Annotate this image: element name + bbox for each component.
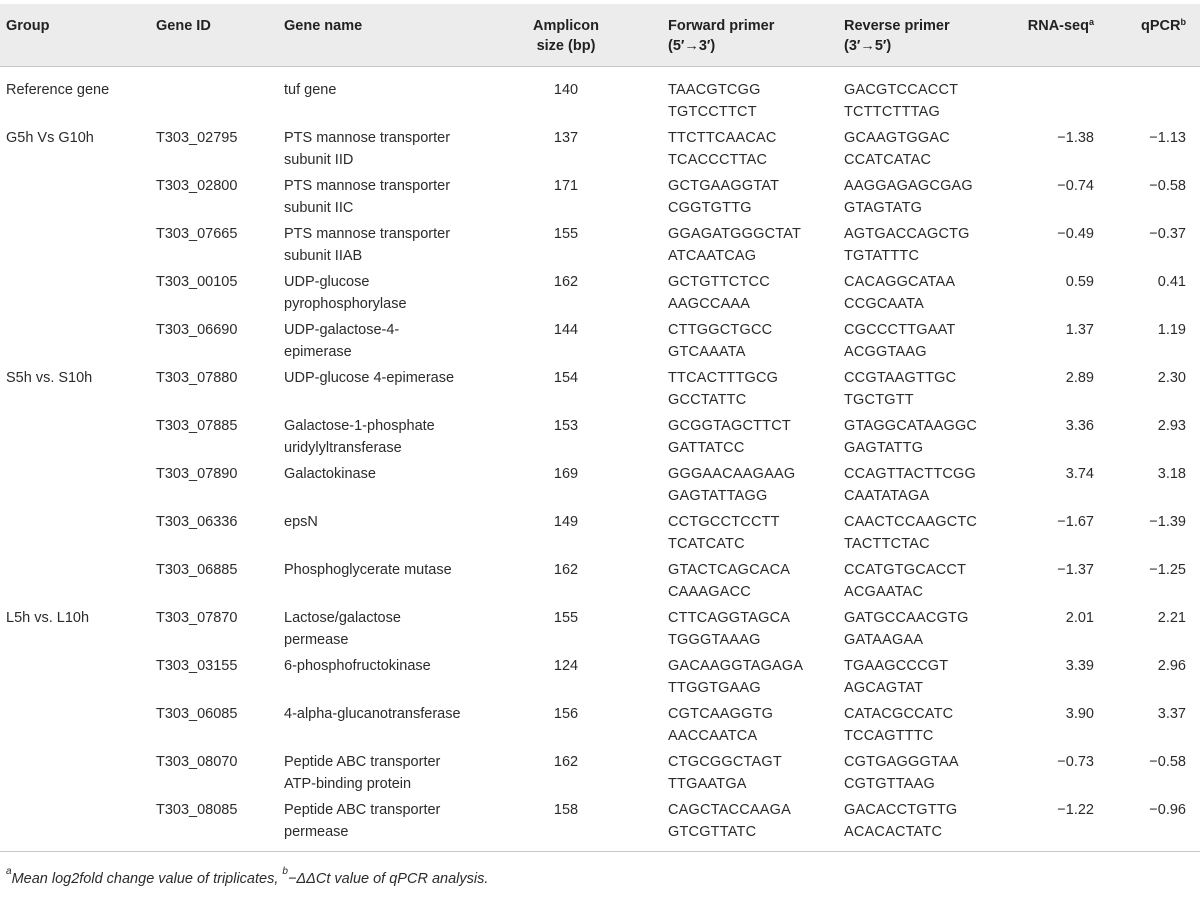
cell-group: S5h vs. S10h xyxy=(6,369,93,386)
cell-forward-primer: TAACGTCGG TGTCCTTCT xyxy=(668,82,761,120)
cell-qpcr: 2.21 xyxy=(1157,609,1186,626)
cell-reverse-primer: CCAGTTACTTCGG CAATATAGA xyxy=(844,465,977,504)
cell-reverse-primer: GCAAGTGGAC CCATCATAC xyxy=(844,129,950,168)
cell-amplicon-size: 162 xyxy=(553,753,579,770)
header-row xyxy=(0,4,1200,67)
col-header-forward-primer: Forward primer (5′→3′) xyxy=(668,18,775,54)
cell-amplicon-size: 149 xyxy=(553,513,579,530)
cell-gene-name: PTS mannose transporter subunit IIC xyxy=(284,177,451,216)
cell-rnaseq: 3.39 xyxy=(1065,657,1094,674)
cell-qpcr: −0.58 xyxy=(1149,753,1186,770)
cell-forward-primer: GCTGAAGGTAT CGGTGTTG xyxy=(668,177,780,216)
cell-gene-id xyxy=(150,67,278,124)
cell-reverse-primer: AAGGAGAGCGAG GTAGTATG xyxy=(844,177,973,216)
cell-gene-name: PTS mannose transporter subunit IID xyxy=(284,129,451,168)
cell-gene-id: T303_06336 xyxy=(156,513,238,530)
cell-amplicon-size: 137 xyxy=(553,129,579,146)
cell-gene-id: T303_06885 xyxy=(156,561,238,578)
cell-rnaseq: 1.37 xyxy=(1065,321,1094,338)
cell-forward-primer: TTCACTTTGCG GCCTATTC xyxy=(668,369,779,408)
col-header-group: Group xyxy=(6,18,50,34)
cell-gene-name: 6-phosphofructokinase xyxy=(284,657,431,674)
cell-gene-id: T303_07665 xyxy=(156,225,238,242)
cell-forward-primer: GCGGTAGCTTCT GATTATCC xyxy=(668,417,791,456)
cell-qpcr: 2.30 xyxy=(1157,369,1186,386)
cell-forward-primer: CAGCTACCAAGA GTCGTTATC xyxy=(668,801,791,840)
cell-amplicon-size: 171 xyxy=(553,177,579,194)
cell-forward-primer: GACAAGGTAGAGA TTGGTGAAG xyxy=(668,657,804,696)
cell-gene-id: T303_02795 xyxy=(156,129,238,146)
cell-rnaseq: 3.90 xyxy=(1065,705,1094,722)
cell-rnaseq: 2.01 xyxy=(1065,609,1094,626)
table-row xyxy=(0,556,1200,604)
table-body xyxy=(0,67,1200,852)
cell-forward-primer: CTGCGGCTAGT TTGAATGA xyxy=(668,753,782,792)
cell-rnaseq: 3.74 xyxy=(1065,465,1094,482)
cell-group: G5h Vs G10h xyxy=(6,129,94,146)
table-row xyxy=(0,364,1200,412)
cell-qpcr: 3.18 xyxy=(1157,465,1186,482)
cell-group: L5h vs. L10h xyxy=(6,609,90,626)
cell-gene-name: 4-alpha-glucanotransferase xyxy=(284,705,461,722)
col-header-gene-name: Gene name xyxy=(284,18,363,34)
cell-reverse-primer: GACGTCCACCT TCTTCTTTAG xyxy=(844,82,959,120)
cell-qpcr: 0.41 xyxy=(1157,273,1186,290)
primer-table xyxy=(0,4,1200,852)
cell-forward-primer: GGGAACAAGAAG GAGTATTAGG xyxy=(668,465,796,504)
cell-group xyxy=(0,316,150,364)
cell-rnaseq: −1.38 xyxy=(1057,129,1094,146)
table-row xyxy=(0,124,1200,172)
table-row xyxy=(0,796,1200,852)
cell-amplicon-size: 153 xyxy=(553,417,579,434)
cell-group xyxy=(0,748,150,796)
cell-rnaseq: −1.37 xyxy=(1057,561,1094,578)
cell-amplicon-size: 162 xyxy=(553,273,579,290)
cell-reverse-primer: TGAAGCCCGT AGCAGTAT xyxy=(844,657,949,696)
cell-gene-name: Lactose/galactose permease xyxy=(284,609,401,648)
col-header-reverse-primer: Reverse primer (3′→5′) xyxy=(844,18,950,54)
table-row xyxy=(0,268,1200,316)
cell-qpcr: −1.39 xyxy=(1149,513,1186,530)
cell-qpcr xyxy=(1108,67,1200,124)
cell-amplicon-size: 162 xyxy=(553,561,579,578)
cell-amplicon-size: 124 xyxy=(553,657,579,674)
cell-reverse-primer: CCGTAAGTTGC TGCTGTT xyxy=(844,369,957,408)
cell-forward-primer: CCTGCCTCCTT TCATCATC xyxy=(668,513,780,552)
cell-qpcr: 3.37 xyxy=(1157,705,1186,722)
cell-gene-name: tuf gene xyxy=(284,82,337,98)
primer-table-container xyxy=(0,4,1200,852)
table-header xyxy=(0,4,1200,67)
cell-reverse-primer: CCATGTGCACCT ACGAATAC xyxy=(844,561,967,600)
cell-reverse-primer: GATGCCAACGTG GATAAGAA xyxy=(844,609,969,648)
cell-rnaseq: −0.49 xyxy=(1057,225,1094,242)
cell-gene-id: T303_07880 xyxy=(156,369,238,386)
cell-reverse-primer: GTAGGCATAAGGC GAGTATTG xyxy=(844,417,978,456)
cell-reverse-primer: CACAGGCATAA CCGCAATA xyxy=(844,273,956,312)
col-header-qpcr: qPCR$^b$ xyxy=(1141,17,1186,34)
cell-qpcr: −0.96 xyxy=(1149,801,1186,818)
cell-qpcr: 2.96 xyxy=(1157,657,1186,674)
cell-forward-primer: GGAGATGGGCTAT ATCAATCAG xyxy=(668,225,802,264)
cell-rnaseq: 0.59 xyxy=(1065,273,1094,290)
cell-gene-name: Phosphoglycerate mutase xyxy=(284,561,452,578)
cell-amplicon-size: 156 xyxy=(553,705,579,722)
col-header-rnaseq: RNA-seq$^a$ xyxy=(1027,17,1094,34)
cell-forward-primer: GCTGTTCTCC AAGCCAAA xyxy=(668,273,770,312)
cell-gene-id: T303_07890 xyxy=(156,465,238,482)
cell-qpcr: −0.37 xyxy=(1149,225,1186,242)
cell-group xyxy=(0,268,150,316)
cell-amplicon-size: 144 xyxy=(553,321,579,338)
table-row xyxy=(0,316,1200,364)
cell-gene-name: UDP-galactose-4- epimerase xyxy=(284,321,400,360)
cell-group xyxy=(0,172,150,220)
cell-rnaseq: 2.89 xyxy=(1065,369,1094,386)
cell-gene-id: T303_02800 xyxy=(156,177,238,194)
cell-qpcr: 1.19 xyxy=(1157,321,1186,338)
table-row xyxy=(0,460,1200,508)
cell-group xyxy=(0,220,150,268)
cell-rnaseq: −0.74 xyxy=(1057,177,1094,194)
cell-gene-id: T303_07870 xyxy=(156,609,238,626)
cell-gene-name: Galactose-1-phosphate uridylyltransferase xyxy=(284,417,435,456)
cell-gene-id: T303_03155 xyxy=(156,657,238,674)
cell-rnaseq: −1.67 xyxy=(1057,513,1094,530)
cell-gene-id: T303_08070 xyxy=(156,753,238,770)
cell-forward-primer: CGTCAAGGTG AACCAATCA xyxy=(668,705,774,744)
cell-gene-name: Galactokinase xyxy=(284,465,376,482)
cell-gene-name: PTS mannose transporter subunit IIAB xyxy=(284,225,451,264)
cell-reverse-primer: CGTGAGGGTAA CGTGTTAAG xyxy=(844,753,959,792)
cell-forward-primer: CTTGGCTGCC GTCAAATA xyxy=(668,321,773,360)
cell-rnaseq xyxy=(1006,67,1108,124)
cell-group xyxy=(0,652,150,700)
cell-reverse-primer: CAACTCCAAGCTC TACTTCTAC xyxy=(844,513,978,552)
table-row xyxy=(0,412,1200,460)
table-row xyxy=(0,67,1200,124)
cell-rnaseq: 3.36 xyxy=(1065,417,1094,434)
cell-gene-name: Peptide ABC transporter permease xyxy=(284,801,441,840)
table-footnote: $^a$Mean log2fold change value of triplicates, $^b$−ΔΔCt value of qPCR analysis. xyxy=(6,866,489,887)
cell-gene-name: UDP-glucose pyrophosphorylase xyxy=(284,273,407,312)
cell-rnaseq: −1.22 xyxy=(1057,801,1094,818)
cell-group xyxy=(0,556,150,604)
cell-gene-id: T303_00105 xyxy=(156,273,238,290)
table-row xyxy=(0,604,1200,652)
cell-group xyxy=(0,700,150,748)
cell-group xyxy=(0,460,150,508)
cell-qpcr: −1.13 xyxy=(1149,129,1186,146)
cell-rnaseq: −0.73 xyxy=(1057,753,1094,770)
table-row xyxy=(0,508,1200,556)
cell-reverse-primer: AGTGACCAGCTG TGTATTTC xyxy=(844,225,970,264)
cell-reverse-primer: CATACGCCATC TCCAGTTTC xyxy=(844,705,954,744)
table-row xyxy=(0,220,1200,268)
cell-amplicon-size: 140 xyxy=(553,82,579,98)
cell-qpcr: 2.93 xyxy=(1157,417,1186,434)
table-row xyxy=(0,748,1200,796)
cell-group xyxy=(0,412,150,460)
cell-qpcr: −1.25 xyxy=(1149,561,1186,578)
cell-forward-primer: GTACTCAGCACA CAAAGACC xyxy=(668,561,791,600)
table-row xyxy=(0,700,1200,748)
cell-group xyxy=(0,796,150,852)
cell-forward-primer: CTTCAGGTAGCA TGGGTAAAG xyxy=(668,609,791,648)
cell-reverse-primer: CGCCCTTGAAT ACGGTAAG xyxy=(844,321,956,360)
cell-group xyxy=(0,508,150,556)
cell-amplicon-size: 154 xyxy=(553,369,579,386)
table-row xyxy=(0,652,1200,700)
cell-gene-id: T303_06690 xyxy=(156,321,238,338)
cell-amplicon-size: 169 xyxy=(553,465,579,482)
table-row xyxy=(0,172,1200,220)
cell-gene-id: T303_07885 xyxy=(156,417,238,434)
cell-gene-id: T303_08085 xyxy=(156,801,238,818)
cell-gene-name: Peptide ABC transporter ATP-binding protein xyxy=(284,753,441,792)
cell-amplicon-size: 158 xyxy=(553,801,579,818)
cell-reverse-primer: GACACCTGTTG ACACACTATC xyxy=(844,801,958,840)
col-header-gene-id: Gene ID xyxy=(156,18,211,34)
col-header-amplicon: Amplicon size (bp) xyxy=(532,18,600,54)
cell-qpcr: −0.58 xyxy=(1149,177,1186,194)
cell-gene-id: T303_06085 xyxy=(156,705,238,722)
cell-amplicon-size: 155 xyxy=(553,225,579,242)
cell-amplicon-size: 155 xyxy=(553,609,579,626)
cell-gene-name: UDP-glucose 4-epimerase xyxy=(284,369,455,386)
cell-gene-name: epsN xyxy=(284,513,318,530)
cell-group: Reference gene xyxy=(6,82,110,98)
cell-forward-primer: TTCTTCAACAC TCACCCTTAC xyxy=(668,129,777,168)
